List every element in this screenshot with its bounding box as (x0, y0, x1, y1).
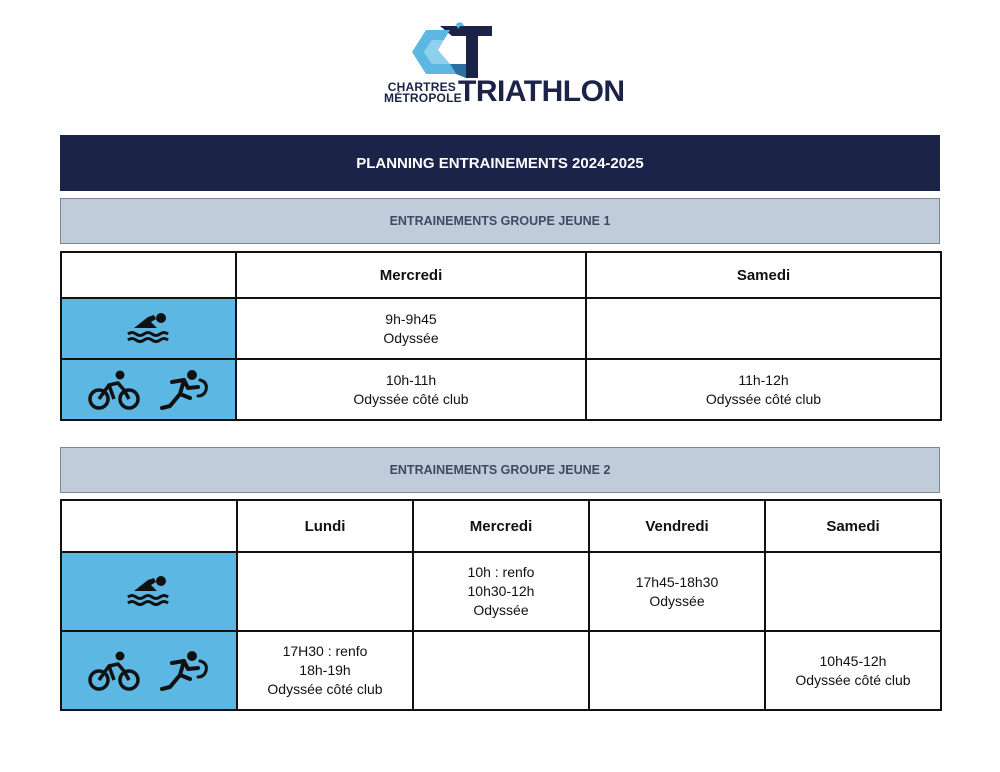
running-icon (158, 651, 210, 691)
swim-icon-cell (61, 298, 236, 359)
empty-header-cell (61, 252, 236, 298)
day-header: Vendredi (589, 500, 765, 552)
session-cell (765, 552, 941, 631)
logo-mark-icon (410, 22, 494, 80)
bike-run-icon-cell (61, 359, 236, 420)
session-cell: 10h-11h Odyssée côté club (236, 359, 586, 420)
table-header-row (61, 500, 941, 552)
group2-heading: ENTRAINEMENTS GROUPE JEUNE 2 (60, 447, 940, 493)
logo-subtitle: CHARTRES MÉTROPOLE (384, 80, 462, 105)
day-header: Samedi (586, 252, 941, 298)
session-cell: 11h-12h Odyssée côté club (586, 359, 941, 420)
session-cell (586, 298, 941, 359)
session-cell (413, 631, 589, 710)
swim-icon-cell (61, 552, 237, 631)
cycling-icon (88, 370, 140, 410)
empty-header-cell (61, 500, 237, 552)
session-cell: 17H30 : renfo 18h-19h Odyssée côté club (237, 631, 413, 710)
day-header: Samedi (765, 500, 941, 552)
session-cell: 9h-9h45 Odyssée (236, 298, 586, 359)
session-cell (589, 631, 765, 710)
page-title: PLANNING ENTRAINEMENTS 2024-2025 (60, 135, 940, 191)
table-row (61, 359, 941, 420)
running-icon (158, 370, 210, 410)
table-row (61, 298, 941, 359)
club-logo (384, 22, 625, 108)
session-cell: 17h45-18h30 Odyssée (589, 552, 765, 631)
bike-run-icon-cell (61, 631, 237, 710)
swimming-icon (126, 572, 172, 606)
cycling-icon (88, 651, 140, 691)
session-cell: 10h45-12h Odyssée côté club (765, 631, 941, 710)
session-cell: 10h : renfo 10h30-12h Odyssée (413, 552, 589, 631)
logo-name: TRIATHLON (458, 75, 625, 108)
group1-table (60, 251, 942, 421)
session-cell (237, 552, 413, 631)
table-header-row (61, 252, 941, 298)
table-row (61, 552, 941, 631)
swimming-icon (126, 309, 172, 343)
group1-heading: ENTRAINEMENTS GROUPE JEUNE 1 (60, 198, 940, 244)
day-header: Mercredi (413, 500, 589, 552)
table-row (61, 631, 941, 710)
day-header: Mercredi (236, 252, 586, 298)
group2-table (60, 499, 942, 711)
day-header: Lundi (237, 500, 413, 552)
